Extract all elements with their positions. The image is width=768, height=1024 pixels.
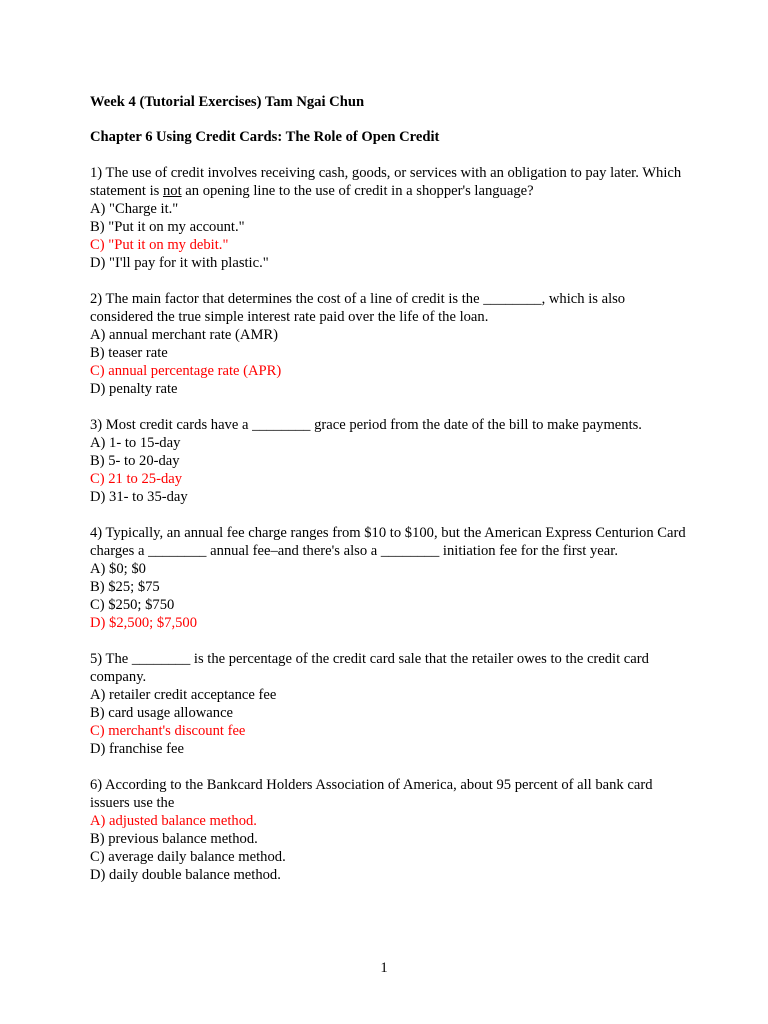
answer-option: A) 1- to 15-day xyxy=(90,435,181,451)
answer-option: C) average daily balance method. xyxy=(90,849,286,865)
question-stem: 2) The main factor that determines the cost of a line of credit is the ________, which is also considered the true simple interest rate paid over the life of the loan. xyxy=(90,291,626,325)
stem-emphasis: not xyxy=(162,183,182,199)
answer-option: C) 21 to 25-day xyxy=(90,471,183,487)
answer-option: B) previous balance method. xyxy=(90,831,258,847)
stem-text: 1) The use of credit involves receiving cash, goods, or services with an obligation to pay later. Which statement is xyxy=(90,165,682,199)
answer-option: D) 31- to 35-day xyxy=(90,489,188,505)
question-1 xyxy=(90,164,690,272)
answer-option: B) card usage allowance xyxy=(90,705,234,721)
answer-option: C) "Put it on my debit." xyxy=(90,237,229,253)
answer-option: D) franchise fee xyxy=(90,741,184,757)
chapter-title: Using Credit Cards: The Role of Open Credit xyxy=(156,129,440,145)
answer-option: B) 5- to 20-day xyxy=(90,453,180,469)
answer-option: C) $250; $750 xyxy=(90,597,175,613)
page-number: 1 xyxy=(380,960,388,976)
answer-option: C) merchant's discount fee xyxy=(90,723,246,739)
answer-option: A) "Charge it." xyxy=(90,201,179,217)
answer-option: A) retailer credit acceptance fee xyxy=(90,687,277,703)
answer-option: C) annual percentage rate (APR) xyxy=(90,363,282,379)
answer-option: D) "I'll pay for it with plastic." xyxy=(90,255,269,271)
answer-option: A) $0; $0 xyxy=(90,561,146,577)
answer-option: A) adjusted balance method. xyxy=(90,813,257,829)
question-2 xyxy=(90,290,690,398)
question-4 xyxy=(90,524,690,632)
answer-option: B) $25; $75 xyxy=(90,579,160,595)
question-6 xyxy=(90,776,690,884)
answer-option: A) annual merchant rate (AMR) xyxy=(90,327,279,343)
document-page xyxy=(90,93,690,884)
question-3 xyxy=(90,416,690,506)
question-stem: 3) Most credit cards have a ________ grace period from the date of the bill to make payments. xyxy=(90,417,642,433)
answer-option: D) daily double balance method. xyxy=(90,867,281,883)
answer-option: D) penalty rate xyxy=(90,381,178,397)
question-stem: 4) Typically, an annual fee charge ranges from $10 to $100, but the American Express Centurion Card charges a ________ annual fee–and there's also a ________ initiation fee for the first year. xyxy=(90,525,686,559)
question-stem xyxy=(90,164,690,200)
question-stem: 6) According to the Bankcard Holders Association of America, about 95 percent of all bank card issuers use the xyxy=(90,777,653,811)
answer-option: B) teaser rate xyxy=(90,345,168,361)
chapter-number: Chapter 6 xyxy=(90,129,153,145)
document-title: Week 4 (Tutorial Exercises) Tam Ngai Chun xyxy=(90,94,365,110)
stem-text: an opening line to the use of credit in a shopper's language? xyxy=(181,183,534,199)
chapter-heading xyxy=(90,128,690,146)
question-5 xyxy=(90,650,690,758)
answer-option: D) $2,500; $7,500 xyxy=(90,615,198,631)
question-stem: 5) The ________ is the percentage of the credit card sale that the retailer owes to the credit card company. xyxy=(90,651,649,685)
answer-option: B) "Put it on my account." xyxy=(90,219,245,235)
